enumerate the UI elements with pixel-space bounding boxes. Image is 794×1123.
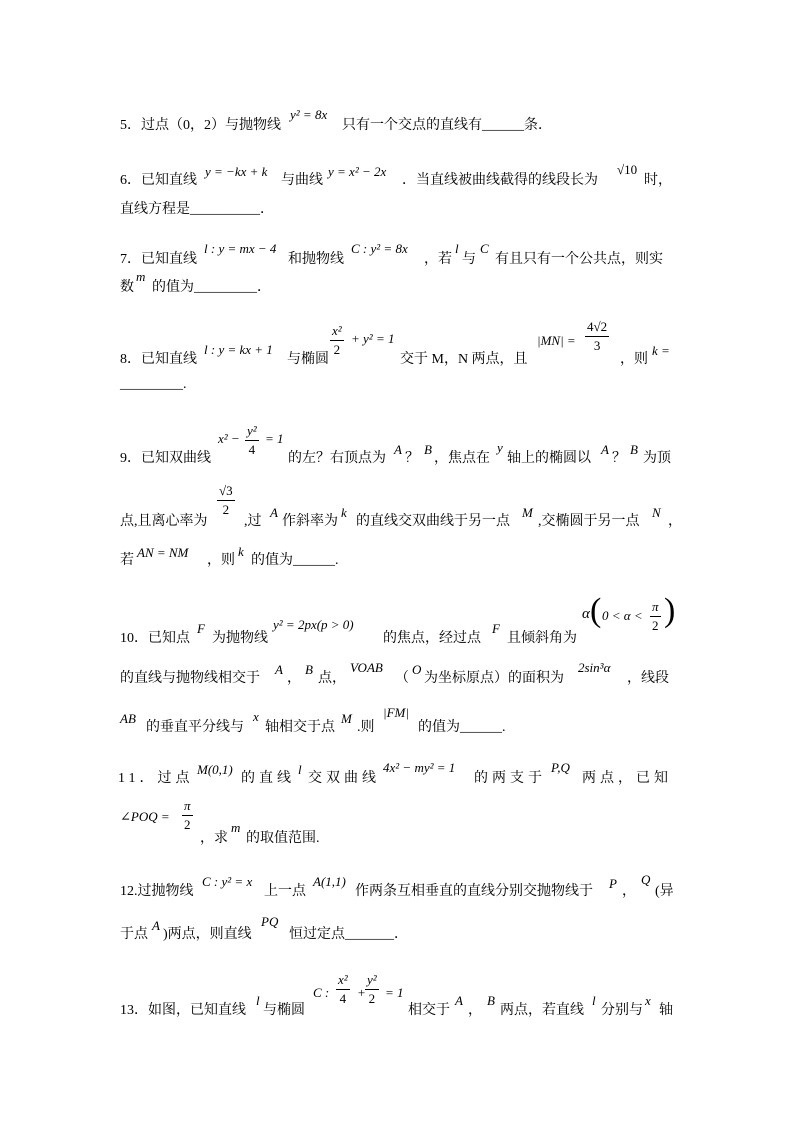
p9-q: ？ <box>405 451 419 466</box>
p12-line2-c: 恒过定点_______． <box>289 927 408 942</box>
p12-PQ: PQ <box>261 914 279 929</box>
p13-B: B <box>487 993 495 1008</box>
p11-PQ: P,Q <box>551 760 570 775</box>
p8-text-d: ，则 <box>620 352 648 367</box>
p10-line3-d: .则 <box>357 720 375 735</box>
p8-ellipse-tail: + y² = 1 <box>351 331 395 346</box>
p12-A: A <box>152 918 160 933</box>
p11-angle: ∠POQ = <box>120 809 170 824</box>
p10-line2-e: 为坐标原点）的面积为 <box>424 671 564 686</box>
p8-line2: _________. <box>120 377 187 392</box>
p9-k: k <box>341 505 347 520</box>
p7-line2-a: 数 <box>120 280 134 295</box>
p9-A: A <box>394 442 402 457</box>
p10-O: O <box>412 662 422 677</box>
p11-text-c: 交双曲线 <box>308 771 380 786</box>
p7-text-b: 和抛物线 <box>288 252 344 267</box>
p6-line-equation: y = −kx + k <box>205 164 268 179</box>
p7-parabola-equation: C : y² = 8x <box>351 241 408 256</box>
p7-l: l <box>455 241 459 256</box>
p11-text-e: 两点，已知 <box>582 771 672 786</box>
p8-mn-fraction: $\frac{4√2}{3}$ <box>587 319 608 353</box>
p13-text-g: 轴 <box>659 1003 673 1018</box>
p11-text-a: 11．过点 <box>118 771 194 786</box>
p9-line3-a: 若 <box>120 553 134 568</box>
p8-ellipse-fraction: $\frac{\text{x²}}{2}$ <box>332 323 342 357</box>
p13-text-d: ， <box>468 1003 482 1018</box>
p7-text-d: 与 <box>462 252 476 267</box>
p11-text-f: ，求 <box>200 831 228 846</box>
p13-equals-one: = 1 <box>385 985 404 1000</box>
p10-line2-d: （ <box>395 671 409 686</box>
p8-text-a: 8．已知直线 <box>120 352 197 367</box>
p11-text-d: 的两支于 <box>474 771 546 786</box>
p11-point: M(0,1) <box>197 762 233 777</box>
p9-vector-equation: AN = NM <box>137 545 189 560</box>
p7-text-a: 7．已知直线 <box>120 252 197 267</box>
p9-line3-c: 的值为______. <box>251 553 339 568</box>
p8-mn: |MN| = <box>537 333 576 348</box>
p9-text-c: ，焦点在 <box>434 451 490 466</box>
p10-line3-c: 轴相交于点 <box>265 720 335 735</box>
p11-m: m <box>231 820 241 835</box>
p9-line2-b: ,过 <box>244 514 262 529</box>
p9-text-e: 为顶 <box>643 451 671 466</box>
p8-line-equation: l : y = kx + 1 <box>204 342 273 357</box>
p10-F2: F <box>492 621 500 636</box>
p7-text-c: ，若 <box>424 252 452 267</box>
p10-text-c: 的焦点，经过点 <box>383 631 481 646</box>
p13-x: x <box>645 993 651 1008</box>
p8-text-b: 与椭圆 <box>287 352 329 367</box>
p12-Q: Q <box>641 872 651 887</box>
p5-text-b: 只有一个交点的直线有______条． <box>342 118 552 133</box>
p10-FM: |FM| <box>383 705 409 720</box>
p9-line2-d: 的直线交双曲线于另一点 <box>356 514 510 529</box>
p13-l2: l <box>592 993 596 1008</box>
p7-text-e: 有且只有一个公共点，则实 <box>495 252 663 267</box>
p9-hyp-tail: = 1 <box>265 431 284 446</box>
p5-text-a: 5．过点（0，2）与抛物线 <box>120 118 281 133</box>
p13-text-e: 两点，若直线 <box>500 1003 584 1018</box>
p10-line2-c: 点， <box>318 671 346 686</box>
p10-AB: AB <box>120 711 136 726</box>
p10-F: F <box>197 621 205 636</box>
p6-line2: 直线方程是__________． <box>120 202 274 217</box>
p9-N: N <box>652 505 661 520</box>
p13-fraction-y: $\frac{\text{y²}}{2}$ <box>367 972 377 1006</box>
p10-line2-b: ， <box>287 671 301 686</box>
p11-text-g: 的取值范围. <box>246 831 320 846</box>
p13-C: C : <box>313 985 330 1000</box>
p10-B: B <box>305 662 313 677</box>
p9-ecc-fraction: $\frac{√3}{2}$ <box>219 483 233 517</box>
p6-text-d: 时， <box>644 173 672 188</box>
p6-text-a: 6．已知直线 <box>120 173 197 188</box>
p12-point: A(1,1) <box>313 874 346 889</box>
p9-line2-c: 作斜率为 <box>282 514 338 529</box>
p13-plus: + <box>357 985 366 1000</box>
p10-line2-a: 的直线与抛物线相交于 <box>120 671 260 686</box>
p8-text-c: 交于 M，N 两点，且 <box>400 352 528 367</box>
p9-line2-f: ， <box>668 514 682 529</box>
p10-text-b: 为抛物线 <box>212 631 268 646</box>
p12-text-b: 上一点 <box>264 884 306 899</box>
p12-text-c: 作两条互相垂直的直线分别交抛物线于 <box>355 884 593 899</box>
p6-text-b: 与曲线 <box>281 173 323 188</box>
p13-text-c: 相交于 <box>408 1003 450 1018</box>
p7-m: m <box>136 269 146 284</box>
p10-condition-fraction: $\frac{\pi}{2}$ <box>652 599 659 633</box>
p6-curve-equation: y = x² − 2x <box>328 164 387 179</box>
p13-text-f: 分别与 <box>601 1003 643 1018</box>
p12-text-d: ， <box>622 884 636 899</box>
p10-condition: 0 < α < <box>602 608 643 623</box>
p13-text-a: 13．如图，已知直线 <box>120 1003 246 1018</box>
p9-hyp-head: x² − <box>218 431 240 446</box>
p9-y: y <box>497 440 503 455</box>
p9-hyp-fraction: $\frac{\text{y²}}{4}$ <box>247 423 257 457</box>
p13-A: A <box>455 993 463 1008</box>
p12-P: P <box>609 876 617 891</box>
p10-right-paren: ) <box>664 592 676 629</box>
p12-text-e: (异 <box>655 884 674 899</box>
p11-hyperbola-equation: 4x² − my² = 1 <box>383 760 456 775</box>
p7-line-equation: l : y = mx − 4 <box>204 241 277 256</box>
p11-text-b: 的直线 <box>241 771 295 786</box>
p9-text-a: 9．已知双曲线 <box>120 451 211 466</box>
p10-M: M <box>341 711 352 726</box>
p11-angle-fraction: $\frac{\pi}{2}$ <box>184 798 191 832</box>
p10-parabola-equation: y² = 2px(p > 0) <box>273 617 354 632</box>
p9-A2: A <box>601 442 609 457</box>
p9-line3-b: ，则 <box>207 553 235 568</box>
p7-C: C <box>480 241 489 256</box>
p10-text-a: 10．已知点 <box>120 631 190 646</box>
p10-left-paren: ( <box>590 592 602 629</box>
p6-sqrt10: √10 <box>617 162 638 177</box>
p7-line2-b: 的值为_________． <box>152 280 271 295</box>
p9-B2: B <box>630 442 638 457</box>
p6-text-c: ．当直线被曲线截得的线段长为 <box>402 173 598 188</box>
p13-fraction-x: $\frac{\text{x²}}{4}$ <box>338 972 348 1006</box>
p10-line2-f: ，线段 <box>627 671 669 686</box>
p13-l: l <box>256 993 260 1008</box>
p10-alpha: α <box>582 606 590 622</box>
p9-k2: k <box>238 544 244 559</box>
p9-text-d: 轴上的椭圆以 <box>507 451 591 466</box>
p10-line3-b: 的垂直平分线与 <box>146 720 244 735</box>
p5-equation: y² = 8x <box>290 107 328 122</box>
p10-line3-e: 的值为______. <box>418 720 506 735</box>
p9-B: B <box>424 442 432 457</box>
p10-A: A <box>275 662 283 677</box>
p12-line2-a: 于点 <box>120 927 148 942</box>
p10-triangle: VOAB <box>350 660 383 675</box>
p13-text-b: 与椭圆 <box>263 1003 305 1018</box>
p9-A3: A <box>270 505 278 520</box>
p10-area: 2sin³α <box>578 660 611 675</box>
p12-line2-b: )两点，则直线 <box>163 927 252 942</box>
p10-x: x <box>253 709 259 724</box>
p12-parabola-equation: C : y² = x <box>202 874 253 889</box>
p11-l: l <box>298 762 302 777</box>
p9-text-b: 的左？右顶点为 <box>288 451 386 466</box>
p8-k: k = <box>652 343 670 358</box>
p12-text-a: 12.过抛物线 <box>120 884 194 899</box>
p10-text-d: 且倾斜角为 <box>507 631 577 646</box>
p9-line2-a: 点,且离心率为 <box>120 514 208 529</box>
p9-line2-e: ,交椭圆于另一点 <box>538 514 640 529</box>
p9-M: M <box>522 505 533 520</box>
p9-q2: ？ <box>612 451 626 466</box>
